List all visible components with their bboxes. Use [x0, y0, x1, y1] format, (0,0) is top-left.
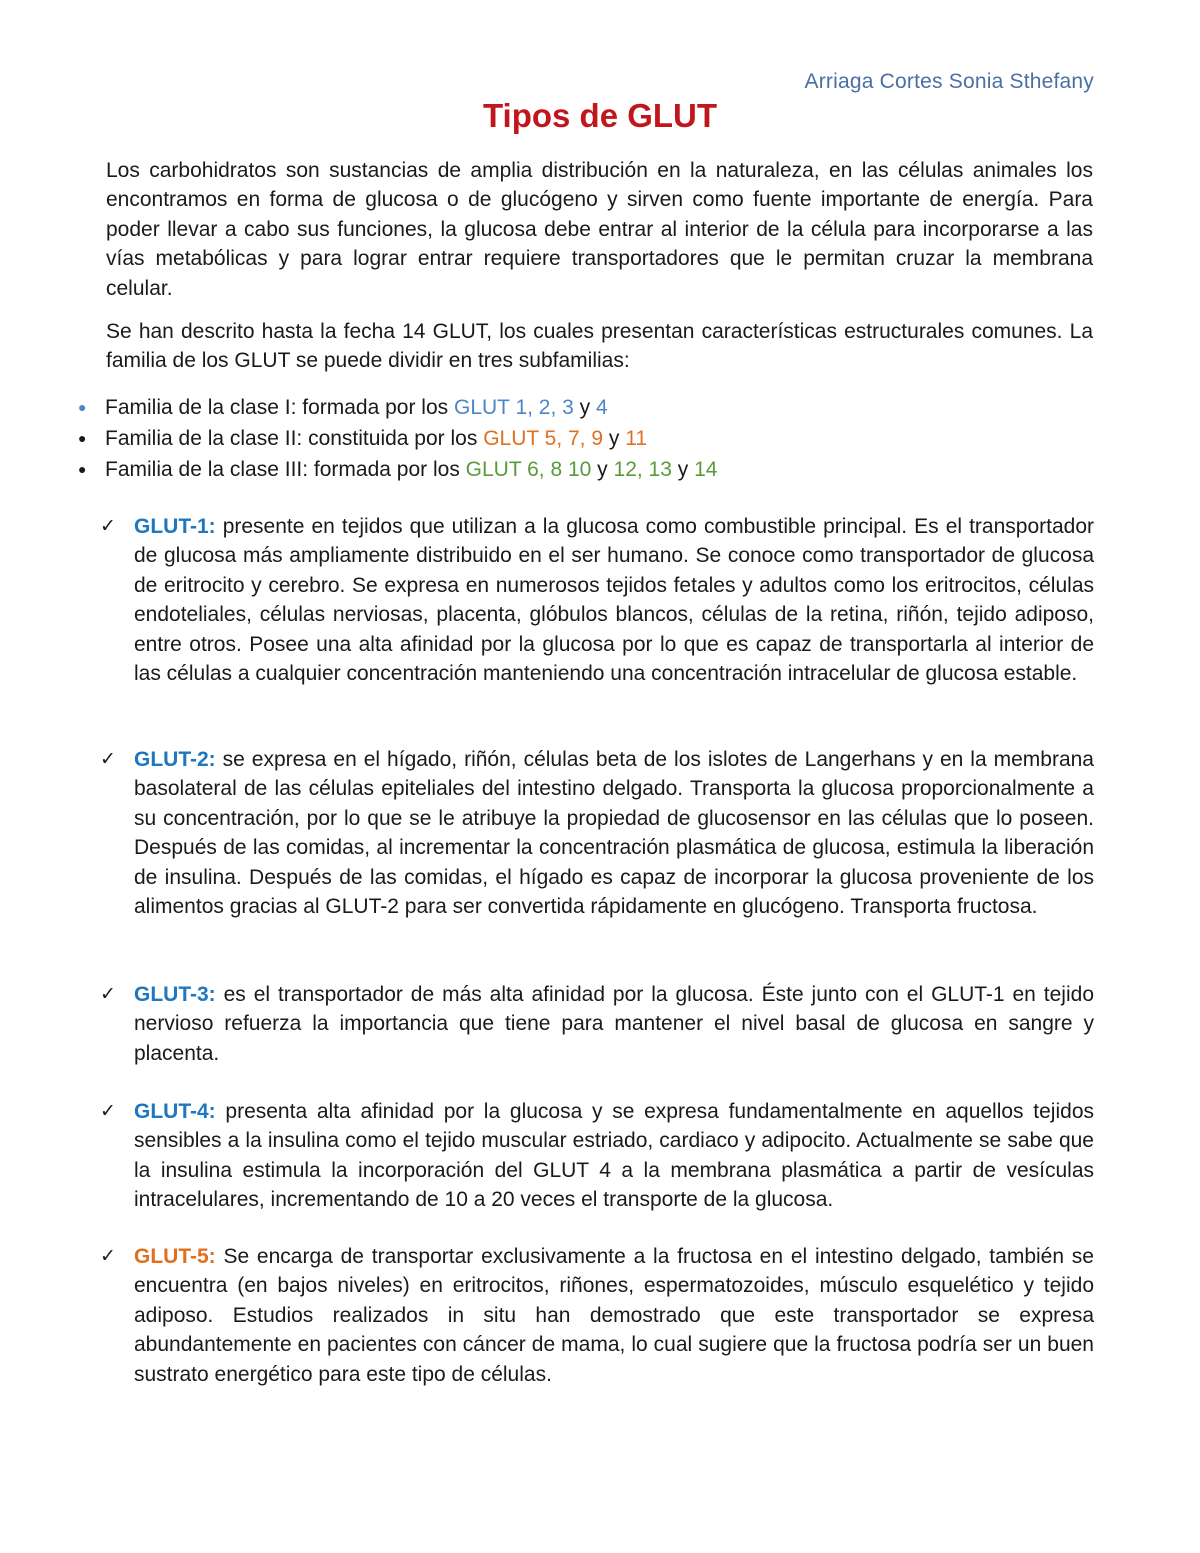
- family-last: 14: [694, 458, 718, 481]
- glut-3-item: [100, 980, 1094, 1068]
- glut-4-item: [100, 1097, 1094, 1215]
- family-last: 11: [625, 427, 648, 450]
- families-intro-paragraph: Se han descrito hasta la fecha 14 GLUT, los cuales presentan características estructurales comunes. La familia de los GLUT se puede dividir en tres subfamilias:: [106, 320, 1093, 373]
- checkmark-icon: ✓: [100, 1246, 116, 1267]
- checkmark-icon: ✓: [100, 749, 116, 770]
- family-item-class-2: [78, 423, 1078, 454]
- glut-5-description: Se encarga de transportar exclusivamente a la fructosa en el intestino delgado, también se encuentra (en bajos niveles) en eritrocitos, riñones, espermatozoides, músculo esquelético y tejido adiposo. Estudios realizados in situ han demostrado que este transportador se expresa abundantemente en pacientes con cáncer de mama, lo cual sugiere que la fructosa podría ser un buen sustrato energético para este tipo de células.: [134, 1245, 1094, 1386]
- checkmark-icon: ✓: [100, 1101, 116, 1122]
- family-item-class-1: [78, 392, 1078, 423]
- family-connector: y: [591, 458, 614, 481]
- family-prefix: Familia de la clase I: formada por los: [105, 396, 454, 419]
- author-name: Arriaga Cortes Sonia Sthefany: [804, 70, 1094, 93]
- family-members: GLUT 1, 2, 3: [453, 396, 574, 419]
- checkmark-icon: ✓: [100, 984, 116, 1005]
- family-connector: y: [573, 396, 596, 419]
- bullet-icon: ●: [78, 461, 87, 477]
- families-list: [78, 392, 1078, 485]
- bullet-icon: ●: [78, 399, 87, 415]
- glut-2-item: [100, 745, 1094, 921]
- glut-4-label: GLUT-4:: [134, 1100, 216, 1123]
- glut-3-description: es el transportador de más alta afinidad por la glucosa. Éste junto con el GLUT-1 en tejido nervioso refuerza la importancia que tiene para mantener el nivel basal de glucosa en sangre y placenta.: [134, 983, 1094, 1065]
- glut-2-label: GLUT-2:: [134, 748, 216, 771]
- glut-4-description: presenta alta afinidad por la glucosa y se expresa fundamentalmente en aquellos tejidos sensibles a la insulina como el tejido muscular estriado, cardiaco y adipocito. Actualmente se sabe que la insulina estimula la incorporación del GLUT 4 a la membrana plasmática a partir de vesículas intracelulares, incrementando de 10 a 20 veces el transporte de la glucosa.: [134, 1100, 1094, 1212]
- glut-1-item: [100, 512, 1094, 688]
- glut-5-label: GLUT-5:: [134, 1245, 216, 1268]
- family-connector: y: [603, 427, 626, 450]
- intro-paragraph: Los carbohidratos son sustancias de amplia distribución en la naturaleza, en las células animales los encontramos en forma de glucosa o de glucógeno y sirven como fuente importante de energía. Para poder llevar a cabo sus funciones, la glucosa debe entrar al interior de la célula para incorporarse a las vías metabólicas y para lograr entrar requiere transportadores que le permitan cruzar la membrana celular.: [106, 159, 1093, 300]
- checkmark-icon: ✓: [100, 516, 116, 537]
- page-title: Tipos de GLUT: [482, 97, 718, 134]
- family-members: GLUT 6, 8 10: [465, 458, 592, 481]
- family-item-class-3: [78, 454, 1078, 485]
- glut-1-description: presente en tejidos que utilizan a la glucosa como combustible principal. Es el transportador de glucosa más ampliamente distribuido en el ser humano. Se conoce como transportador de glucosa de eritrocito y cerebro. Se expresa en numerosos tejidos fetales y adultos como los eritrocitos, células endoteliales, células nerviosas, placenta, glóbulos blancos, células de la retina, riñón, tejido adiposo, entre otros. Posee una alta afinidad por la glucosa por lo que es capaz de transportarla al interior de las células a cualquier concentración manteniendo una concentración intracelular de glucosa estable.: [134, 515, 1094, 686]
- family-connector: y: [671, 458, 695, 481]
- family-prefix: Familia de la clase II: constituida por los: [105, 427, 484, 450]
- family-members: GLUT 5, 7, 9: [483, 427, 604, 450]
- family-prefix: Familia de la clase III: formada por los: [105, 458, 466, 481]
- glut-1-label: GLUT-1:: [134, 515, 216, 538]
- glut-2-description: se expresa en el hígado, riñón, células beta de los islotes de Langerhans y en la membrana basolateral de las células epiteliales del intestino delgado. Transporta la glucosa proporcionalmente a su concentración, por lo que se le atribuye la propiedad de glucosensor en las células que lo poseen. Después de las comidas, al incrementar la concentración plasmática de glucosa, estimula la liberación de insulina. Después de las comidas, el hígado es capaz de incorporar la glucosa proveniente de los alimentos gracias al GLUT-2 para ser convertida rápidamente en glucógeno. Transporta fructosa.: [134, 748, 1094, 919]
- family-last: 4: [596, 396, 608, 419]
- glut-5-item: [100, 1242, 1094, 1389]
- family-last: 12, 13: [613, 458, 672, 481]
- bullet-icon: ●: [78, 430, 87, 446]
- glut-3-label: GLUT-3:: [134, 983, 216, 1006]
